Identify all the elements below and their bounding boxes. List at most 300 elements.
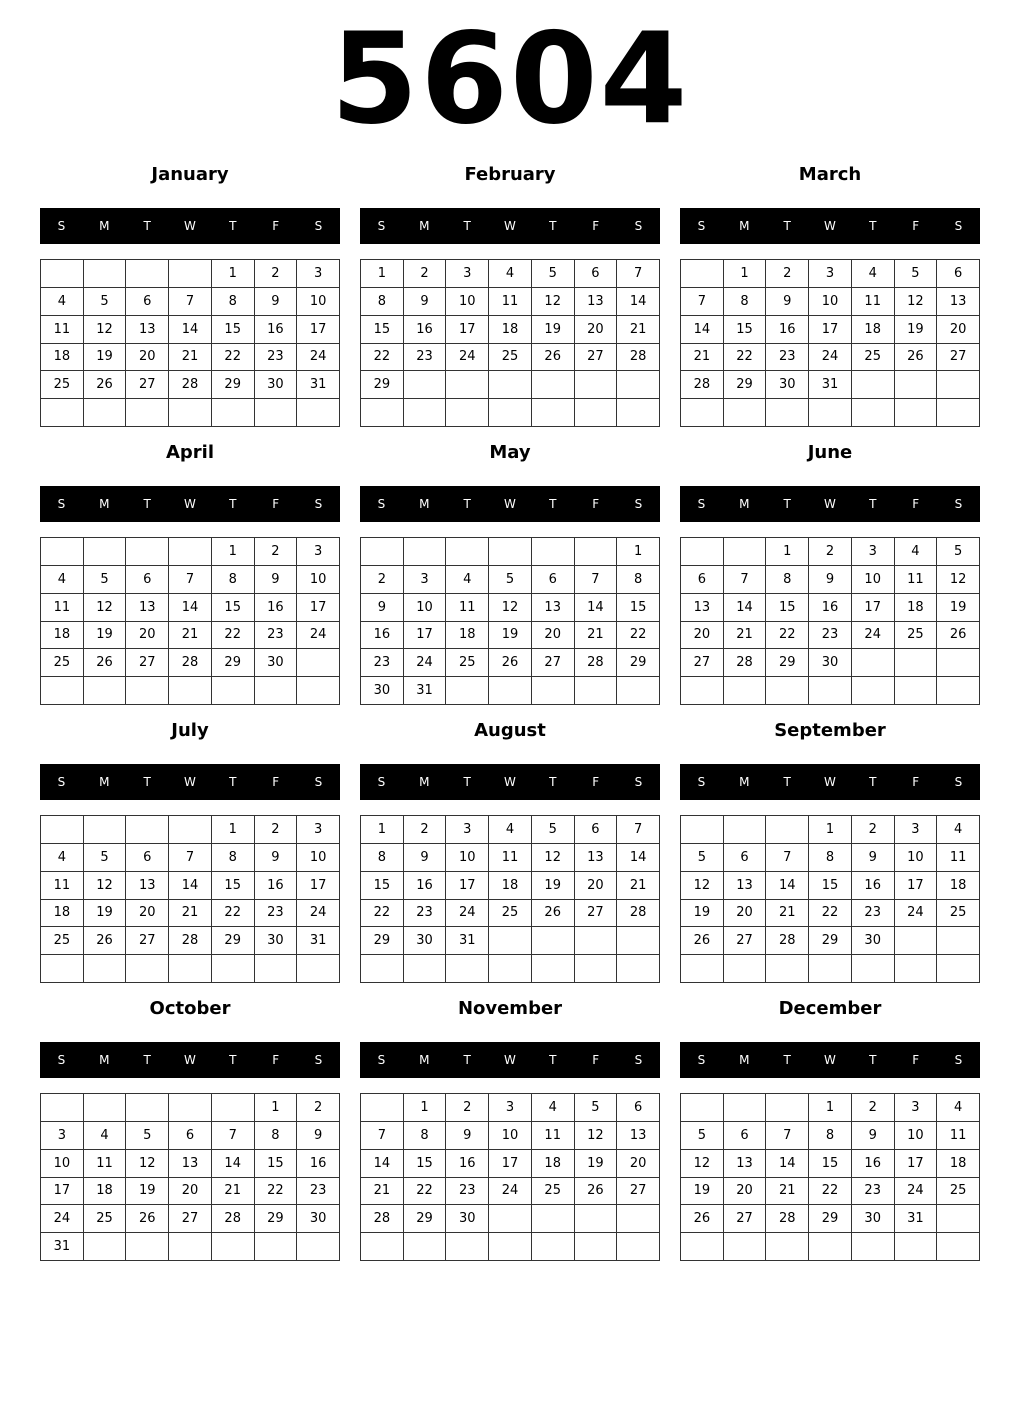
- day-cell: 5: [126, 1122, 169, 1150]
- weekday-header: T: [143, 497, 151, 511]
- day-cell: 1: [766, 538, 809, 566]
- day-cell: 30: [404, 927, 447, 955]
- day-cell: 15: [255, 1150, 298, 1178]
- day-cell: 5: [681, 844, 724, 872]
- day-cell: 7: [361, 1122, 404, 1150]
- day-cell: 6: [169, 1122, 212, 1150]
- day-cell: 21: [681, 344, 724, 372]
- day-cell: 26: [84, 649, 127, 677]
- weekday-header: M: [419, 1053, 430, 1067]
- day-cell: 17: [895, 1150, 938, 1178]
- day-cell: 18: [84, 1178, 127, 1206]
- weekday-header: T: [549, 497, 557, 511]
- empty-day-cell: [681, 260, 724, 288]
- day-cell: 3: [852, 538, 895, 566]
- day-cell: 9: [255, 288, 298, 316]
- day-cell: 10: [809, 288, 852, 316]
- day-grid: [40, 537, 340, 705]
- day-cell: 29: [766, 649, 809, 677]
- day-cell: 13: [575, 288, 618, 316]
- day-cell: 29: [617, 649, 660, 677]
- empty-day-cell: [895, 677, 938, 705]
- empty-day-cell: [84, 677, 127, 705]
- day-cell: 23: [297, 1178, 340, 1206]
- day-cell: 23: [446, 1178, 489, 1206]
- day-cell: 14: [575, 594, 618, 622]
- day-cell: 2: [404, 816, 447, 844]
- weekday-header-row: [40, 1042, 340, 1078]
- day-cell: 25: [852, 344, 895, 372]
- weekday-header: T: [549, 775, 557, 789]
- weekday-header: W: [824, 219, 836, 233]
- day-cell: 19: [532, 316, 575, 344]
- day-cell: 12: [681, 872, 724, 900]
- day-cell: 21: [724, 622, 767, 650]
- day-cell: 24: [446, 900, 489, 928]
- day-cell: 3: [895, 1094, 938, 1122]
- day-cell: 26: [84, 371, 127, 399]
- empty-day-cell: [724, 677, 767, 705]
- day-cell: 27: [681, 649, 724, 677]
- day-cell: 23: [255, 900, 298, 928]
- empty-day-cell: [681, 538, 724, 566]
- day-cell: 24: [489, 1178, 532, 1206]
- empty-day-cell: [575, 538, 618, 566]
- day-cell: 6: [575, 260, 618, 288]
- empty-day-cell: [361, 1233, 404, 1261]
- day-cell: 29: [212, 927, 255, 955]
- day-cell: 26: [681, 1205, 724, 1233]
- day-cell: 26: [532, 900, 575, 928]
- empty-day-cell: [895, 927, 938, 955]
- weekday-header-row: [680, 486, 980, 522]
- month-name: August: [474, 720, 546, 741]
- day-cell: 9: [852, 844, 895, 872]
- empty-day-cell: [681, 1233, 724, 1261]
- day-cell: 25: [489, 900, 532, 928]
- day-cell: 24: [297, 344, 340, 372]
- day-cell: 11: [41, 594, 84, 622]
- day-cell: 23: [361, 649, 404, 677]
- day-cell: 4: [41, 566, 84, 594]
- weekday-header: S: [697, 775, 706, 789]
- day-cell: 30: [361, 677, 404, 705]
- empty-day-cell: [169, 1094, 212, 1122]
- day-cell: 25: [532, 1178, 575, 1206]
- empty-day-cell: [41, 1094, 84, 1122]
- day-cell: 7: [766, 1122, 809, 1150]
- empty-day-cell: [169, 816, 212, 844]
- empty-day-cell: [297, 955, 340, 983]
- weekday-header-row: [360, 764, 660, 800]
- day-cell: 10: [297, 288, 340, 316]
- day-cell: 22: [361, 900, 404, 928]
- empty-day-cell: [532, 1205, 575, 1233]
- day-cell: 27: [126, 927, 169, 955]
- day-cell: 22: [766, 622, 809, 650]
- day-cell: 7: [617, 816, 660, 844]
- empty-day-cell: [617, 927, 660, 955]
- day-cell: 9: [446, 1122, 489, 1150]
- day-cell: 8: [212, 288, 255, 316]
- weekday-header: F: [912, 775, 920, 789]
- month-august: [360, 716, 660, 986]
- day-cell: 22: [361, 344, 404, 372]
- day-cell: 20: [126, 344, 169, 372]
- day-cell: 26: [575, 1178, 618, 1206]
- day-cell: 17: [489, 1150, 532, 1178]
- weekday-header: S: [314, 1053, 323, 1067]
- day-cell: 26: [681, 927, 724, 955]
- day-cell: 6: [532, 566, 575, 594]
- empty-day-cell: [575, 927, 618, 955]
- day-cell: 8: [212, 844, 255, 872]
- day-cell: 14: [681, 316, 724, 344]
- empty-day-cell: [489, 538, 532, 566]
- empty-day-cell: [937, 927, 980, 955]
- day-cell: 25: [41, 649, 84, 677]
- day-cell: 30: [446, 1205, 489, 1233]
- day-cell: 27: [126, 371, 169, 399]
- day-cell: 12: [937, 566, 980, 594]
- day-cell: 31: [809, 371, 852, 399]
- day-cell: 26: [84, 927, 127, 955]
- day-cell: 17: [297, 872, 340, 900]
- day-cell: 20: [724, 900, 767, 928]
- day-cell: 29: [212, 649, 255, 677]
- day-cell: 28: [361, 1205, 404, 1233]
- empty-day-cell: [169, 677, 212, 705]
- day-cell: 4: [84, 1122, 127, 1150]
- weekday-header-row: [680, 764, 980, 800]
- day-cell: 28: [212, 1205, 255, 1233]
- day-cell: 12: [489, 594, 532, 622]
- empty-day-cell: [489, 1233, 532, 1261]
- empty-day-cell: [489, 371, 532, 399]
- weekday-header: S: [954, 1053, 963, 1067]
- empty-day-cell: [809, 677, 852, 705]
- weekday-header: F: [272, 219, 280, 233]
- day-cell: 22: [404, 1178, 447, 1206]
- day-cell: 29: [724, 371, 767, 399]
- day-cell: 13: [169, 1150, 212, 1178]
- month-april: [40, 438, 340, 708]
- day-cell: 11: [937, 844, 980, 872]
- weekday-header: W: [504, 497, 516, 511]
- empty-day-cell: [937, 371, 980, 399]
- weekday-header: F: [272, 775, 280, 789]
- month-name: March: [798, 164, 862, 185]
- day-cell: 21: [766, 1178, 809, 1206]
- empty-day-cell: [446, 1233, 489, 1261]
- day-cell: 6: [617, 1094, 660, 1122]
- weekday-header: S: [954, 497, 963, 511]
- day-cell: 25: [937, 1178, 980, 1206]
- day-cell: 19: [489, 622, 532, 650]
- year-title: 5604: [330, 5, 690, 152]
- day-cell: 27: [532, 649, 575, 677]
- day-cell: 28: [169, 649, 212, 677]
- day-cell: 7: [169, 288, 212, 316]
- day-cell: 24: [809, 344, 852, 372]
- day-cell: 8: [617, 566, 660, 594]
- empty-day-cell: [766, 955, 809, 983]
- day-cell: 1: [404, 1094, 447, 1122]
- empty-day-cell: [126, 399, 169, 427]
- weekday-header: T: [143, 775, 151, 789]
- day-cell: 30: [809, 649, 852, 677]
- empty-day-cell: [681, 399, 724, 427]
- day-cell: 13: [126, 872, 169, 900]
- weekday-header: T: [143, 1053, 151, 1067]
- weekday-header: T: [463, 497, 471, 511]
- empty-day-cell: [681, 677, 724, 705]
- day-cell: 5: [84, 288, 127, 316]
- empty-day-cell: [766, 816, 809, 844]
- weekday-header: F: [592, 497, 600, 511]
- day-cell: 18: [41, 622, 84, 650]
- weekday-header-row: [680, 208, 980, 244]
- month-name: October: [149, 998, 231, 1019]
- day-cell: 12: [532, 844, 575, 872]
- weekday-header: M: [99, 219, 110, 233]
- day-cell: 25: [41, 371, 84, 399]
- day-cell: 31: [297, 927, 340, 955]
- day-grid: [680, 537, 980, 705]
- day-cell: 13: [532, 594, 575, 622]
- empty-day-cell: [84, 955, 127, 983]
- weekday-header: W: [184, 497, 196, 511]
- month-name: April: [165, 442, 215, 463]
- weekday-header: F: [912, 1053, 920, 1067]
- weekday-header: T: [463, 775, 471, 789]
- empty-day-cell: [575, 955, 618, 983]
- month-july: [40, 716, 340, 986]
- weekday-header: S: [634, 497, 643, 511]
- weekday-header: F: [592, 775, 600, 789]
- empty-day-cell: [297, 1233, 340, 1261]
- empty-day-cell: [84, 1233, 127, 1261]
- day-cell: 11: [489, 288, 532, 316]
- weekday-header: T: [463, 1053, 471, 1067]
- day-cell: 19: [895, 316, 938, 344]
- day-cell: 27: [724, 1205, 767, 1233]
- day-cell: 14: [766, 872, 809, 900]
- empty-day-cell: [169, 955, 212, 983]
- day-cell: 10: [895, 844, 938, 872]
- weekday-header: T: [229, 219, 237, 233]
- weekday-header: F: [592, 219, 600, 233]
- empty-day-cell: [404, 399, 447, 427]
- weekday-header: M: [419, 775, 430, 789]
- day-cell: 31: [404, 677, 447, 705]
- day-cell: 20: [937, 316, 980, 344]
- weekday-header: T: [869, 219, 877, 233]
- empty-day-cell: [126, 1094, 169, 1122]
- day-cell: 31: [41, 1233, 84, 1261]
- day-grid: [40, 815, 340, 983]
- empty-day-cell: [617, 955, 660, 983]
- day-cell: 10: [297, 566, 340, 594]
- day-cell: 19: [575, 1150, 618, 1178]
- weekday-header-row: [40, 208, 340, 244]
- empty-day-cell: [895, 399, 938, 427]
- empty-day-cell: [126, 677, 169, 705]
- day-cell: 21: [169, 900, 212, 928]
- day-cell: 21: [361, 1178, 404, 1206]
- day-cell: 21: [617, 872, 660, 900]
- day-cell: 12: [84, 316, 127, 344]
- day-cell: 22: [212, 622, 255, 650]
- day-cell: 13: [575, 844, 618, 872]
- empty-day-cell: [895, 371, 938, 399]
- month-november: [360, 994, 660, 1264]
- day-cell: 13: [681, 594, 724, 622]
- day-cell: 17: [446, 316, 489, 344]
- weekday-header: M: [419, 497, 430, 511]
- day-cell: 29: [361, 371, 404, 399]
- weekday-header: W: [184, 775, 196, 789]
- empty-day-cell: [489, 399, 532, 427]
- empty-day-cell: [361, 399, 404, 427]
- empty-day-cell: [575, 677, 618, 705]
- weekday-header: S: [697, 1053, 706, 1067]
- day-cell: 22: [809, 1178, 852, 1206]
- empty-day-cell: [895, 649, 938, 677]
- day-cell: 8: [724, 288, 767, 316]
- empty-day-cell: [41, 955, 84, 983]
- empty-day-cell: [617, 399, 660, 427]
- day-cell: 25: [41, 927, 84, 955]
- day-cell: 1: [809, 816, 852, 844]
- month-name: May: [489, 442, 531, 463]
- day-cell: 31: [297, 371, 340, 399]
- weekday-header: S: [697, 219, 706, 233]
- empty-day-cell: [41, 399, 84, 427]
- empty-day-cell: [41, 816, 84, 844]
- day-cell: 12: [84, 872, 127, 900]
- empty-day-cell: [84, 399, 127, 427]
- day-cell: 24: [297, 900, 340, 928]
- day-cell: 28: [575, 649, 618, 677]
- day-cell: 5: [681, 1122, 724, 1150]
- day-cell: 29: [809, 927, 852, 955]
- day-cell: 22: [212, 900, 255, 928]
- weekday-header: T: [549, 1053, 557, 1067]
- day-cell: 26: [489, 649, 532, 677]
- day-cell: 21: [169, 344, 212, 372]
- weekday-header: S: [697, 497, 706, 511]
- day-cell: 16: [766, 316, 809, 344]
- empty-day-cell: [212, 399, 255, 427]
- empty-day-cell: [404, 955, 447, 983]
- day-cell: 18: [532, 1150, 575, 1178]
- day-grid: [680, 815, 980, 983]
- empty-day-cell: [446, 955, 489, 983]
- day-cell: 19: [126, 1178, 169, 1206]
- day-cell: 2: [852, 1094, 895, 1122]
- day-cell: 15: [404, 1150, 447, 1178]
- day-cell: 4: [41, 288, 84, 316]
- day-cell: 11: [532, 1122, 575, 1150]
- day-cell: 17: [297, 316, 340, 344]
- day-cell: 1: [212, 260, 255, 288]
- day-cell: 7: [575, 566, 618, 594]
- day-cell: 17: [852, 594, 895, 622]
- day-cell: 21: [575, 622, 618, 650]
- day-cell: 11: [41, 872, 84, 900]
- day-cell: 8: [404, 1122, 447, 1150]
- day-cell: 5: [575, 1094, 618, 1122]
- day-cell: 18: [41, 900, 84, 928]
- day-cell: 16: [809, 594, 852, 622]
- day-cell: 11: [895, 566, 938, 594]
- day-cell: 18: [489, 316, 532, 344]
- day-cell: 7: [681, 288, 724, 316]
- empty-day-cell: [126, 260, 169, 288]
- empty-day-cell: [41, 260, 84, 288]
- day-cell: 1: [361, 816, 404, 844]
- empty-day-cell: [489, 955, 532, 983]
- day-cell: 3: [489, 1094, 532, 1122]
- weekday-header: W: [824, 1053, 836, 1067]
- empty-day-cell: [212, 1233, 255, 1261]
- empty-day-cell: [297, 649, 340, 677]
- weekday-header: M: [99, 497, 110, 511]
- day-cell: 30: [255, 649, 298, 677]
- day-cell: 4: [852, 260, 895, 288]
- day-cell: 8: [809, 1122, 852, 1150]
- day-cell: 26: [937, 622, 980, 650]
- day-cell: 24: [297, 622, 340, 650]
- day-cell: 6: [126, 844, 169, 872]
- day-cell: 16: [852, 872, 895, 900]
- day-grid: [360, 537, 660, 705]
- day-cell: 3: [895, 816, 938, 844]
- day-cell: 28: [766, 927, 809, 955]
- weekday-header: M: [99, 1053, 110, 1067]
- day-cell: 22: [255, 1178, 298, 1206]
- empty-day-cell: [404, 538, 447, 566]
- day-cell: 16: [255, 594, 298, 622]
- empty-day-cell: [126, 538, 169, 566]
- day-cell: 16: [404, 316, 447, 344]
- day-cell: 28: [617, 344, 660, 372]
- empty-day-cell: [617, 677, 660, 705]
- day-cell: 28: [681, 371, 724, 399]
- day-cell: 19: [84, 622, 127, 650]
- empty-day-cell: [532, 955, 575, 983]
- day-cell: 6: [126, 566, 169, 594]
- day-cell: 2: [446, 1094, 489, 1122]
- day-cell: 12: [575, 1122, 618, 1150]
- day-cell: 17: [446, 872, 489, 900]
- day-cell: 7: [766, 844, 809, 872]
- day-cell: 7: [169, 844, 212, 872]
- day-cell: 26: [532, 344, 575, 372]
- day-cell: 21: [766, 900, 809, 928]
- day-cell: 9: [255, 566, 298, 594]
- empty-day-cell: [937, 955, 980, 983]
- weekday-header: T: [869, 497, 877, 511]
- month-september: [680, 716, 980, 986]
- day-cell: 21: [212, 1178, 255, 1206]
- day-cell: 4: [895, 538, 938, 566]
- day-cell: 14: [724, 594, 767, 622]
- day-cell: 7: [212, 1122, 255, 1150]
- day-cell: 13: [617, 1122, 660, 1150]
- empty-day-cell: [41, 677, 84, 705]
